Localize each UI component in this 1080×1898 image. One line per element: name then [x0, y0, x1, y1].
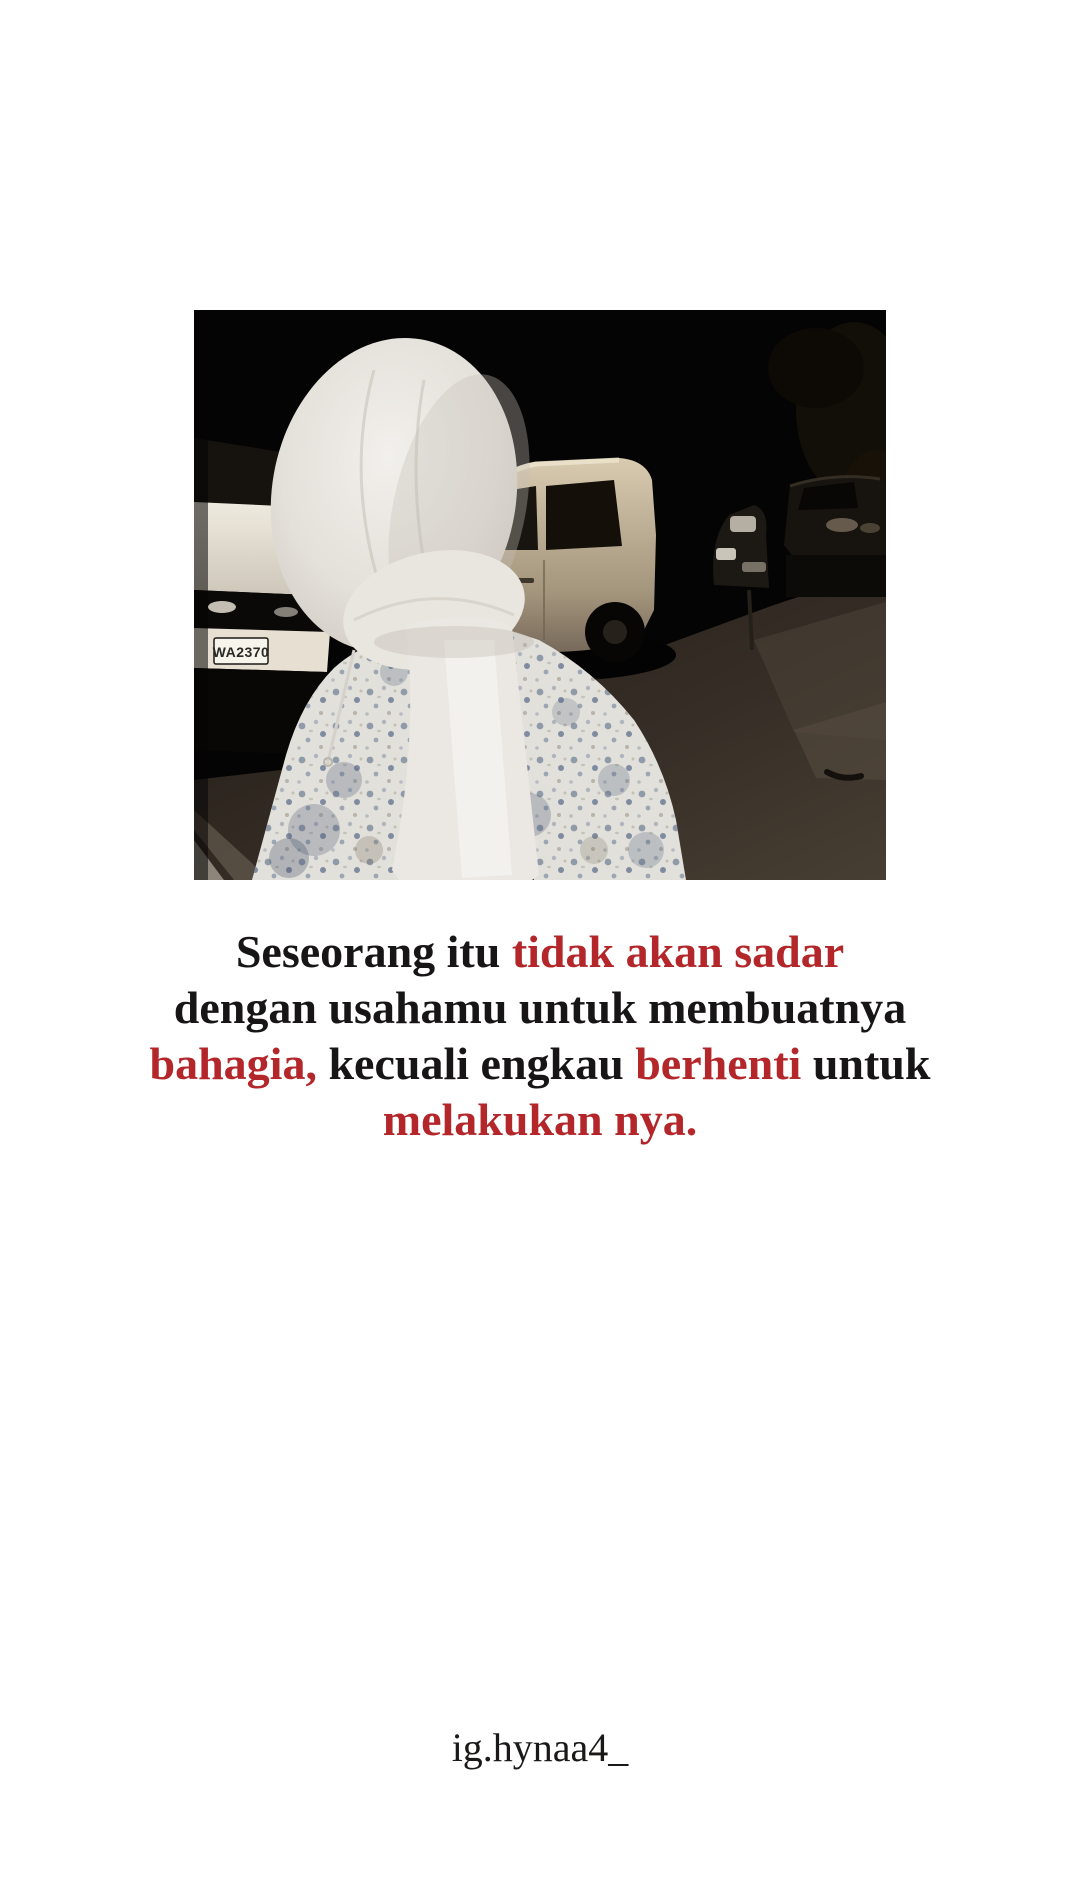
license-plate-text: WA2370: [212, 644, 270, 660]
headlight: [274, 607, 298, 617]
quote-segment: bahagia,: [149, 1038, 317, 1089]
quote-segment: kecuali engkau: [316, 1038, 636, 1089]
quote-line-2: [0, 980, 1080, 1036]
quote-line-3: [0, 1036, 1080, 1092]
dark-suv: [784, 475, 886, 597]
photo-frame: [194, 310, 886, 880]
quote-segment: untuk: [801, 1038, 931, 1089]
quote-segment: melakukan nya.: [382, 1094, 698, 1145]
quote-segment: berhenti: [635, 1038, 802, 1089]
quote-segment: dengan usahamu untuk membuatnya: [173, 982, 907, 1033]
quote-segment: Seseorang itu: [235, 926, 512, 977]
headlight: [208, 601, 236, 613]
quote-line-1: [0, 924, 1080, 980]
quote-line-4: [0, 1092, 1080, 1148]
quote-text: [0, 924, 1080, 1148]
night-street-photo: [194, 310, 886, 880]
mpv-window: [546, 480, 622, 550]
instagram-handle: ig.hynaa4_: [451, 1725, 629, 1770]
quote-segment: tidak akan sadar: [511, 926, 845, 977]
vignette: [194, 310, 208, 880]
